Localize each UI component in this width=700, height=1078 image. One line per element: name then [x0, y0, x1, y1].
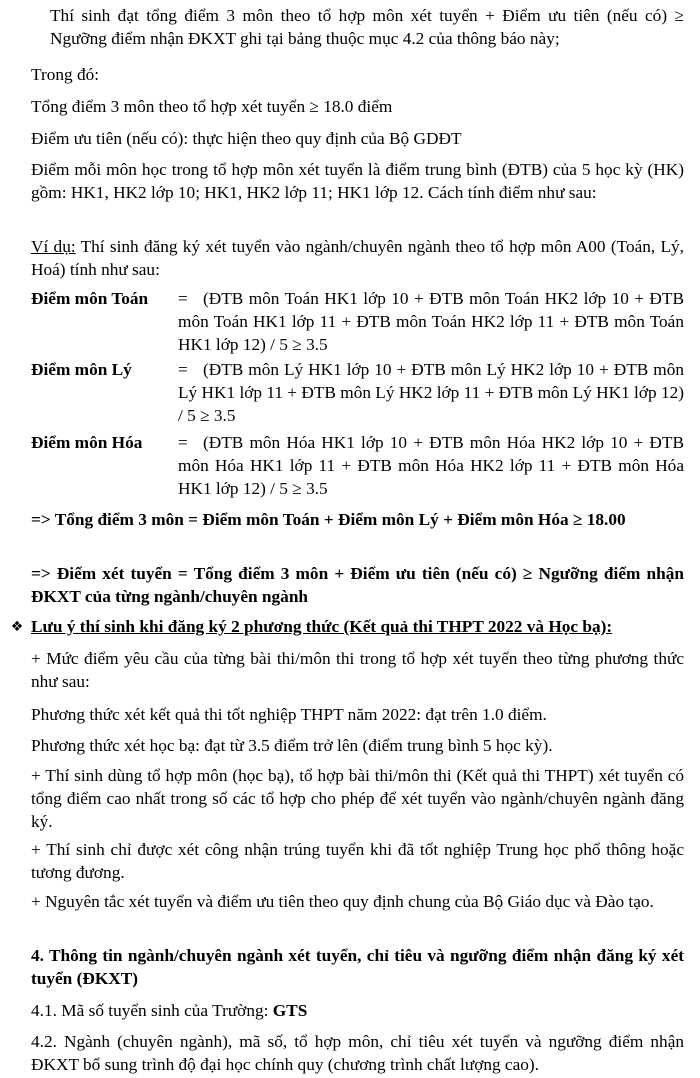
formula-body: (ĐTB môn Lý HK1 lớp 10 + ĐTB môn Lý HK2 lớp 10 + ĐTB môn Lý HK1 lớp 11 + ĐTB môn Lý HK2 lớp 11 + ĐTB môn Lý HK1 lớp 12) / 5 ≥ 3.5: [178, 360, 684, 425]
trong-do-label: Trong đó:: [31, 65, 100, 84]
tong-diem-text: Tổng điểm 3 môn theo tổ hợp xét tuyển ≥ 18.0 điểm: [31, 97, 393, 116]
intro-paragraph: Thí sinh đạt tổng điểm 3 môn theo tổ hợp môn xét tuyển + Điểm ưu tiên (nếu có) ≥ Ngưỡng điểm nhận ĐKXT ghi tại bảng thuộc mục 4.2 của thông báo này;: [50, 6, 684, 48]
school-code: GTS: [272, 1001, 308, 1020]
section-4-2: 4.2. Ngành (chuyên ngành), mã số, tổ hợp môn, chỉ tiêu xét tuyển và ngưỡng điểm nhận ĐKXT bổ sung trình độ đại học chính quy (chương trình chất lượng cao).: [31, 1032, 684, 1074]
section-4-1: [31, 999, 684, 1022]
formula-equals: =: [178, 360, 188, 379]
formula-label: Điểm môn Hóa: [31, 433, 143, 452]
vi-du-text: Thí sinh đăng ký xét tuyển vào ngành/chuyên ngành theo tổ hợp môn A00 (Toán, Lý, Hoá) tính như sau:: [31, 237, 685, 279]
result-tong-diem: => Tổng điểm 3 môn = Điểm môn Toán + Điểm môn Lý + Điểm môn Hóa ≥ 18.00: [31, 510, 626, 529]
pt-thpt-text: Phương thức xét kết quả thi tốt nghiệp THPT năm 2022: đạt trên 1.0 điểm.: [31, 705, 547, 724]
diamond-bullet-icon: ❖: [10, 619, 24, 635]
formula-equals: =: [178, 433, 188, 452]
cong-nhan-text: + Thí sinh chỉ được xét công nhận trúng tuyển khi đã tốt nghiệp Trung học phổ thông hoặc tương đương.: [31, 840, 684, 882]
uu-tien-text: Điểm ưu tiên (nếu có): thực hiện theo quy định của Bộ GDĐT: [31, 129, 462, 148]
section-4-heading: 4. Thông tin ngành/chuyên ngành xét tuyển, chỉ tiêu và ngưỡng điểm nhận đăng ký xét tuyển (ĐKXT): [31, 946, 684, 988]
luu-y-title: Lưu ý thí sinh khi đăng ký 2 phương thức (Kết quả thi THPT 2022 và Học bạ):: [31, 617, 613, 636]
formula-equals: =: [178, 289, 188, 308]
formula-label: Điểm môn Toán: [31, 289, 149, 308]
section-4-1-label: 4.1. Mã số tuyển sinh của Trường:: [31, 1001, 273, 1020]
vi-du-label: Ví dụ:: [31, 237, 76, 256]
formula-body: (ĐTB môn Toán HK1 lớp 10 + ĐTB môn Toán HK2 lớp 10 + ĐTB môn Toán HK1 lớp 11 + ĐTB môn Toán HK2 lớp 11 + ĐTB môn Toán HK1 lớp 12) / 5 ≥ 3.5: [178, 289, 684, 354]
result-diem-xet-tuyen: => Điểm xét tuyển = Tổng điểm 3 môn + Điểm ưu tiên (nếu có) ≥ Ngưỡng điểm nhận ĐKXT của từng ngành/chuyên ngành: [31, 564, 684, 606]
pt-hocba-text: Phương thức xét học bạ: đạt từ 3.5 điểm trở lên (điểm trung bình 5 học kỳ).: [31, 736, 553, 755]
formula-body: (ĐTB môn Hóa HK1 lớp 10 + ĐTB môn Hóa HK2 lớp 10 + ĐTB môn Hóa HK1 lớp 11 + ĐTB môn Hóa HK2 lớp 11 + ĐTB môn Hóa HK1 lớp 12) / 5 ≥ 3.5: [178, 433, 684, 498]
formula-label: Điểm môn Lý: [31, 360, 132, 379]
to-hop-text: + Thí sinh dùng tổ hợp môn (học bạ), tổ hợp bài thi/môn thi (Kết quả thi THPT) xét tuyển có tổng điểm cao nhất trong số các tổ hợp cho phép để xét tuyển vào ngành/chuyên ngành đăng ký.: [31, 766, 684, 831]
muc-diem-text: + Mức điểm yêu cầu của từng bài thi/môn thi trong tổ hợp xét tuyển theo từng phương thức như sau:: [31, 649, 684, 691]
vi-du-paragraph: [31, 235, 684, 281]
nguyen-tac-text: + Nguyên tắc xét tuyển và điểm ưu tiên theo quy định chung của Bộ Giáo dục và Đào tạo.: [31, 892, 654, 911]
diem-mon-text: Điểm mỗi môn học trong tổ hợp môn xét tuyển là điểm trung bình (ĐTB) của 5 học kỳ (HK) gồm: HK1, HK2 lớp 10; HK1, HK2 lớp 11; HK1 lớp 12. Cách tính điểm như sau:: [31, 160, 684, 202]
